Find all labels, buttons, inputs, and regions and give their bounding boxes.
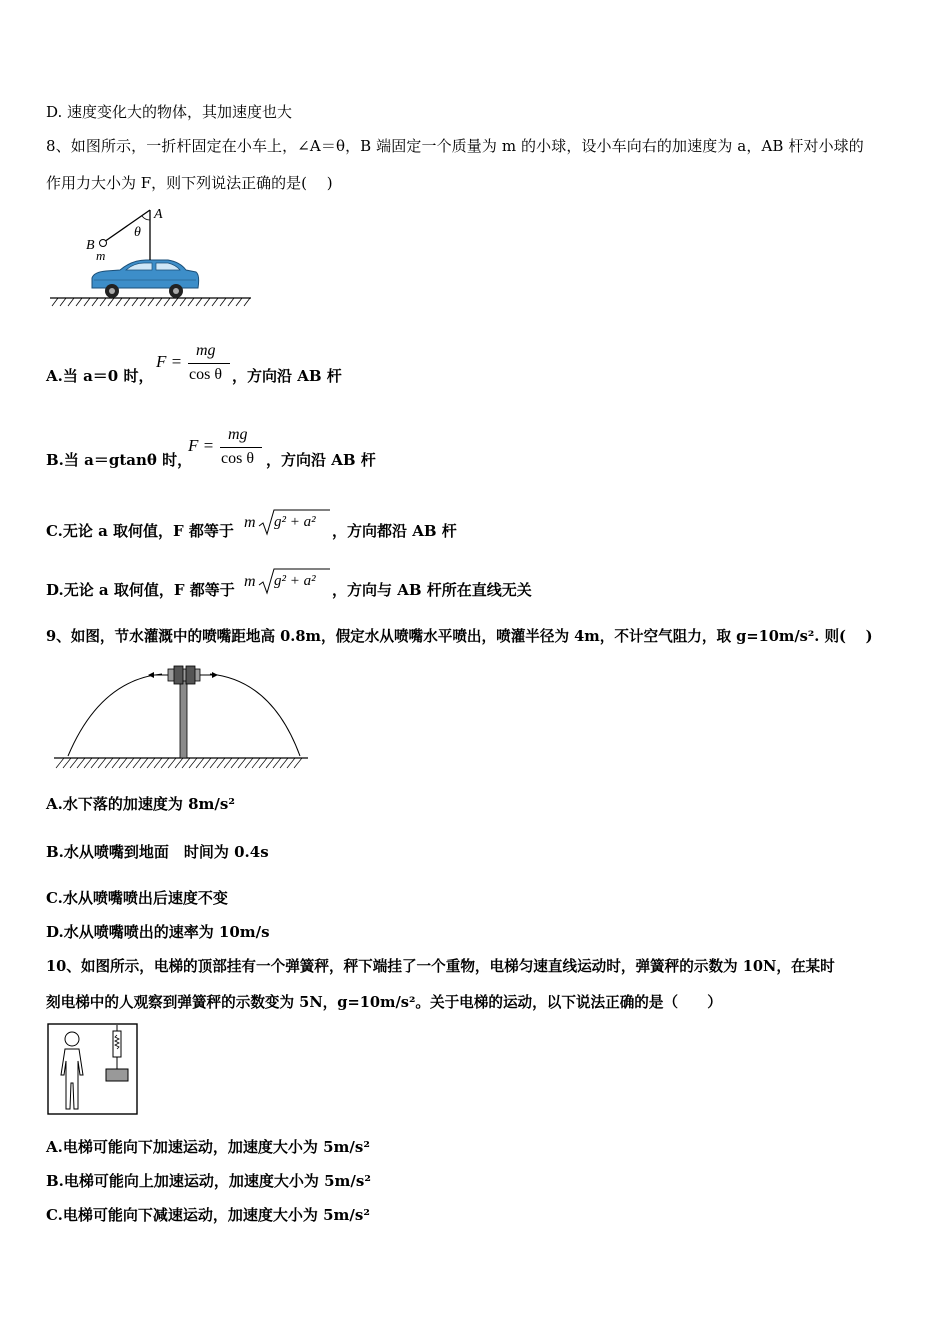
- q9-sprinkler-figure: [50, 660, 312, 775]
- q9-stem: 9、如图，节水灌溉中的喷嘴距地高 0.8m，假定水从喷嘴水平喷出，喷灌半径为 4m，不计空气阻力，取 g=10m/s². 则( ): [46, 628, 873, 645]
- q10-option-c: C.电梯可能向下减速运动，加速度大小为 5m/s²: [46, 1206, 370, 1224]
- q8-option-d-pre: D.无论 a 取何值，F 都等于: [46, 581, 235, 599]
- q10-elevator-figure: [47, 1023, 139, 1116]
- q8-option-b-post: ，方向沿 AB 杆: [266, 451, 376, 469]
- q8-option-b-formula: [188, 426, 268, 472]
- q10-stem-line2: 刻电梯中的人观察到弹簧秤的示数变为 5N，g=10m/s²。关于电梯的运动，以下说法正确的是（ ）: [46, 994, 722, 1011]
- formula-num: mg: [228, 426, 248, 443]
- label-b: B: [86, 238, 95, 253]
- q8-stem-line1: 8、如图所示，一折杆固定在小车上，∠A＝θ，B 端固定一个质量为 m 的小球，设小车向右的加速度为 a，AB 杆对小球的: [46, 137, 864, 155]
- label-m: m: [96, 248, 106, 263]
- formula-rad: g² + a²: [274, 514, 316, 530]
- q9-option-d: D.水从喷嘴喷出的速率为 10m/s: [46, 923, 270, 941]
- label-a: A: [154, 207, 163, 222]
- formula-f: F =: [188, 436, 215, 455]
- q8-option-d-formula: [244, 567, 334, 599]
- q8-option-a-post: ，方向沿 AB 杆: [232, 367, 342, 385]
- formula-f: F =: [156, 352, 183, 371]
- q8-option-a-formula: [156, 342, 236, 388]
- formula-rad: g² + a²: [274, 573, 316, 589]
- formula-m: m: [244, 573, 256, 590]
- label-theta: θ: [134, 225, 141, 240]
- q8-option-c-formula: [244, 508, 334, 540]
- q8-option-a-pre: A.当 a＝0 时，: [46, 367, 154, 385]
- formula-den: cos θ: [189, 366, 222, 383]
- q8-stem-line2: 作用力大小为 F，则下列说法正确的是( ): [46, 174, 333, 192]
- q9-option-c: C.水从喷嘴喷出后速度不变: [46, 889, 228, 907]
- q10-stem-line1: 10、如图所示，电梯的顶部挂有一个弹簧秤，秤下端挂了一个重物，电梯匀速直线运动时，弹簧秤的示数为 10N，在某时: [46, 958, 835, 975]
- q8-option-c-post: ，方向都沿 AB 杆: [332, 522, 457, 540]
- prev-option-d: D. 速度变化大的物体，其加速度也大: [46, 103, 293, 121]
- q9-option-b: B.水从喷嘴到地面 时间为 0.4s: [46, 843, 269, 861]
- q8-option-c-pre: C.无论 a 取何值，F 都等于: [46, 522, 234, 540]
- formula-m: m: [244, 514, 256, 531]
- q8-option-b-pre: B.当 a＝gtanθ 时，: [46, 451, 193, 469]
- formula-den: cos θ: [221, 450, 254, 467]
- q8-car-figure: [46, 204, 261, 314]
- formula-num: mg: [196, 342, 216, 359]
- q10-option-a: A.电梯可能向下加速运动，加速度大小为 5m/s²: [46, 1138, 370, 1156]
- q9-option-a: A.水下落的加速度为 8m/s²: [46, 795, 235, 813]
- q8-option-d-post: ，方向与 AB 杆所在直线无关: [332, 581, 532, 599]
- q10-option-b: B.电梯可能向上加速运动，加速度大小为 5m/s²: [46, 1172, 371, 1190]
